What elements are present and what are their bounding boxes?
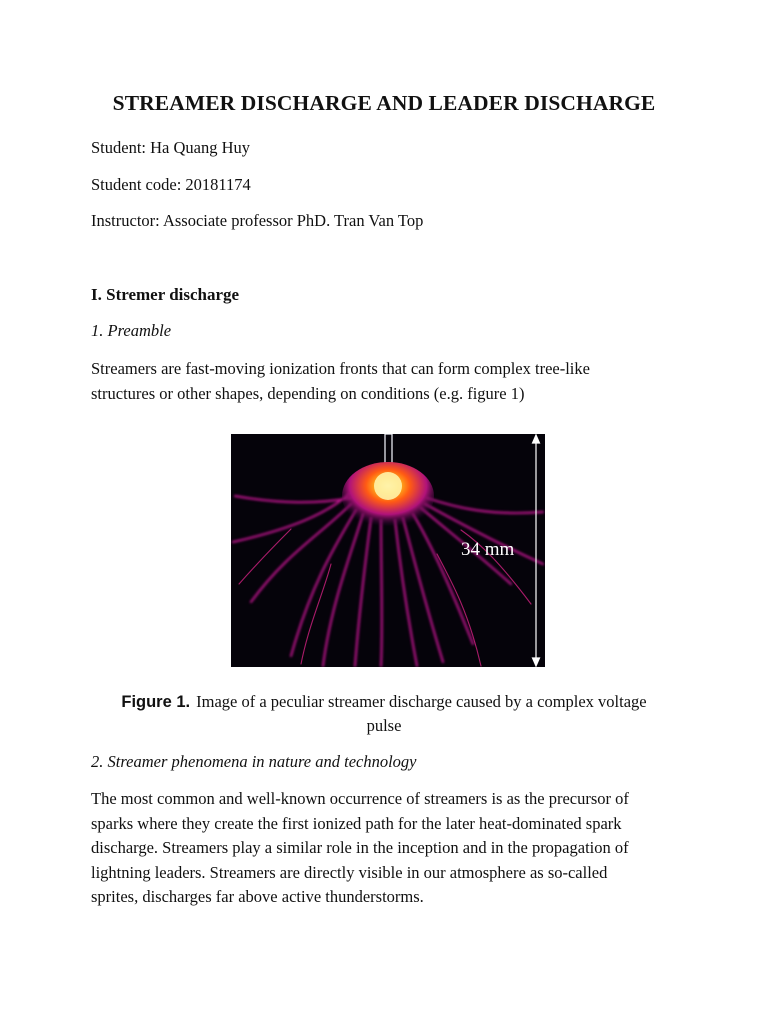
instructor: Instructor: Associate professor PhD. Tran Van Top — [91, 211, 424, 230]
figure-caption-text: Image of a peculiar streamer discharge caused by a complex voltage — [196, 692, 647, 711]
document-title: STREAMER DISCHARGE AND LEADER DISCHARGE — [112, 91, 656, 115]
paragraph-line: structures or other shapes, depending on conditions (e.g. figure 1) — [91, 383, 525, 403]
paragraph-preamble — [91, 357, 691, 406]
figure-caption-text-continued: pulse — [366, 716, 402, 735]
paragraph-phenomena — [91, 787, 691, 910]
paragraph-line: sprites, discharges far above active thunderstorms. — [91, 887, 424, 906]
subsection-heading-phenomena: 2. Streamer phenomena in nature and technology — [91, 752, 417, 771]
paragraph-line: The most common and well-known occurrence of streamers is as the precursor of — [91, 789, 629, 808]
paragraph-line: Streamers are fast-moving ionization fronts that can form complex tree-like — [91, 359, 590, 378]
figure-caption — [91, 690, 677, 738]
paragraph-line: sparks where they create the first ionized path for the later heat-dominated spark — [91, 813, 622, 833]
figure-caption-label: Figure 1. — [121, 693, 191, 711]
scale-label: 34 mm — [461, 539, 515, 560]
section-heading: I. Stremer discharge — [91, 285, 240, 304]
student-code: Student code: 20181174 — [91, 175, 251, 194]
paragraph-line: lightning leaders. Streamers are directly visible in our atmosphere as so-called — [91, 862, 608, 882]
subsection-heading-preamble: 1. Preamble — [91, 321, 172, 340]
student-name: Student: Ha Quang Huy — [91, 138, 251, 157]
streamer-discharge-image — [231, 434, 545, 667]
paragraph-line: discharge. Streamers play a similar role in the inception and in the propagation of — [91, 838, 629, 857]
